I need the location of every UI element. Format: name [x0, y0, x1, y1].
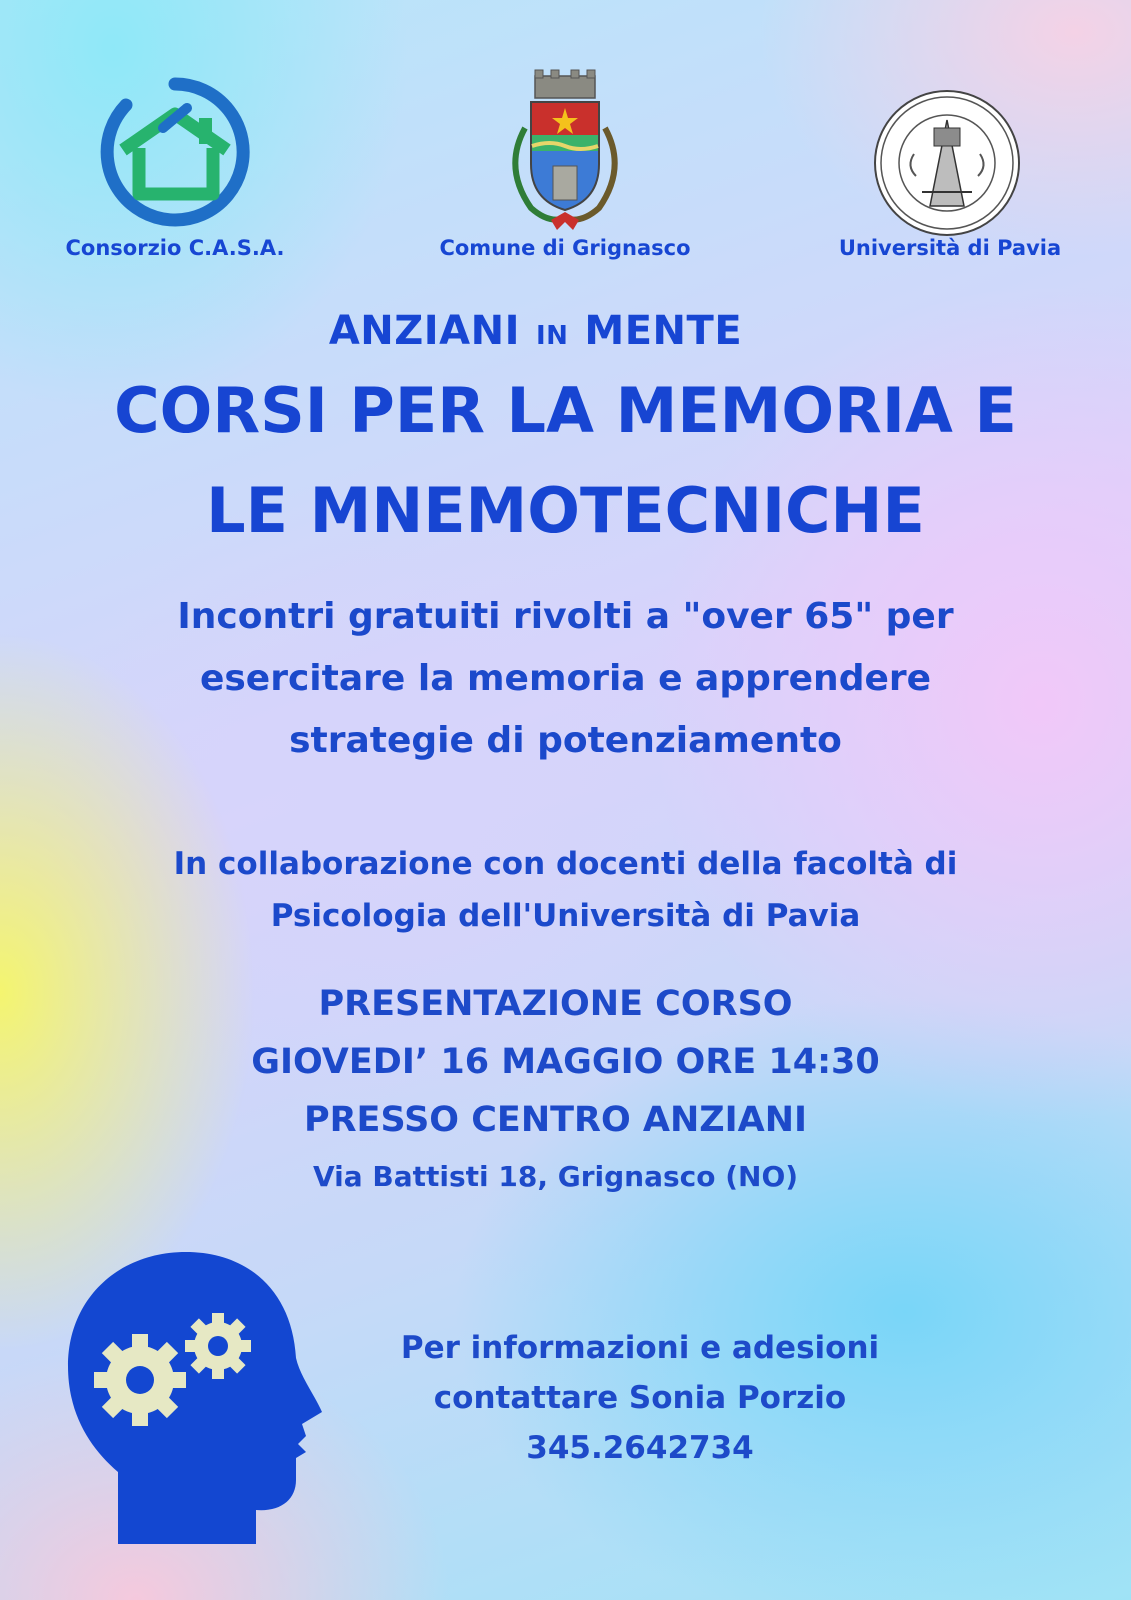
- collaboration-line1: In collaborazione con docenti della facoltà di: [173, 846, 958, 882]
- program-name-right: MENTE: [584, 308, 743, 354]
- contact-phone: 345.2642734: [526, 1430, 754, 1466]
- collaboration-line2: Psicologia dell'Università di Pavia: [270, 898, 861, 934]
- head-gears-icon: [60, 1248, 330, 1548]
- description-line2: esercitare la memoria e apprendere: [199, 658, 932, 699]
- comune-logo: [495, 68, 635, 238]
- description-line3: strategie di potenziamento: [289, 720, 842, 761]
- comune-label: Comune di Grignasco: [439, 236, 691, 260]
- event-address: Via Battisti 18, Grignasco (NO): [312, 1160, 799, 1193]
- program-name: [0, 308, 1101, 354]
- university-seal-icon: [872, 88, 1022, 238]
- contact-line2: contattare Sonia Porzio: [433, 1380, 847, 1416]
- event-line2: GIOVEDI’ 16 MAGGIO ORE 14:30: [251, 1042, 880, 1082]
- description-line1: Incontri gratuiti rivolti a "over 65" per: [177, 596, 954, 637]
- universita-label: Università di Pavia: [838, 236, 1062, 260]
- coat-of-arms-icon: [495, 68, 635, 238]
- consorzio-logo: [95, 72, 255, 232]
- main-title-line2: LE MNEMOTECNICHE: [206, 474, 925, 547]
- contact-line1: Per informazioni e adesioni: [400, 1330, 880, 1366]
- head-illustration: [60, 1248, 330, 1548]
- consorzio-label: Consorzio C.A.S.A.: [65, 236, 285, 260]
- universita-logo: [872, 88, 1022, 238]
- program-name-mid: IN: [535, 321, 569, 351]
- event-line1: PRESENTAZIONE CORSO: [318, 984, 793, 1024]
- event-line3: PRESSO CENTRO ANZIANI: [303, 1100, 808, 1140]
- house-circle-logo-icon: [95, 72, 255, 232]
- program-name-left: ANZIANI: [328, 308, 520, 354]
- main-title-line1: CORSI PER LA MEMORIA E: [114, 374, 1017, 447]
